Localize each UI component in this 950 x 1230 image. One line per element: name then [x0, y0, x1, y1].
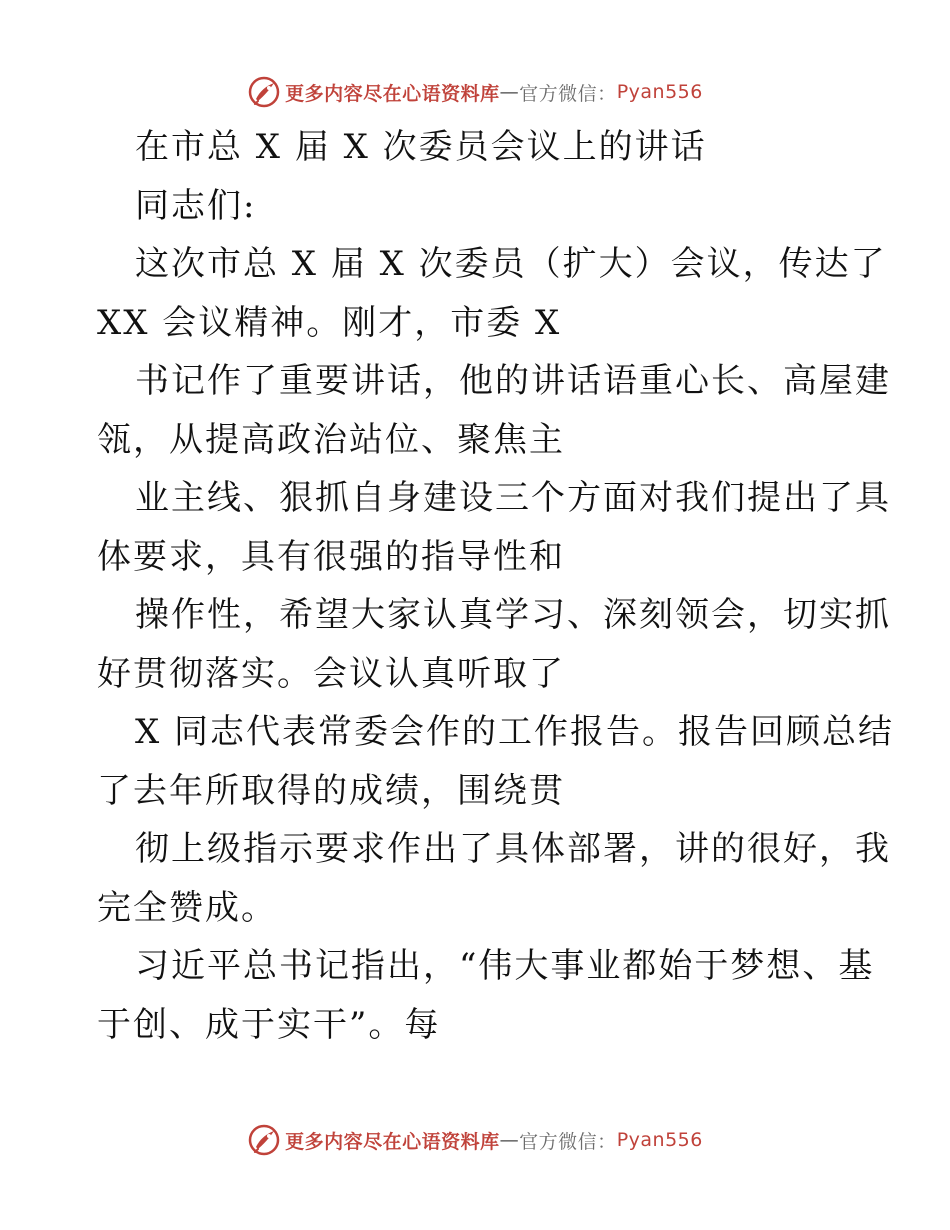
doc-salutation: 同志们: — [135, 185, 257, 226]
doc-line: 书记作了重要讲话，他的讲话语重心长、高屋建 — [135, 361, 891, 401]
header-wechat-id: Pyan556 — [616, 81, 703, 103]
doc-line: 好贯彻落实。会议认真听取了 — [97, 653, 565, 694]
header-separator: — — [499, 81, 520, 103]
quill-logo-icon — [247, 1123, 281, 1157]
doc-line: 瓴，从提高政治站位、聚焦主 — [97, 419, 565, 460]
doc-line: 这次市总 X 届 X 次委员（扩大）会议，传达了 — [135, 244, 887, 284]
doc-line: 于创、成于实干”。每 — [97, 1004, 441, 1045]
doc-line: 彻上级指示要求作出了具体部署，讲的很好，我 — [135, 829, 891, 869]
footer-banner — [0, 1118, 950, 1162]
doc-line: XX 会议精神。刚才，市委 X — [97, 302, 562, 343]
document-body — [97, 118, 895, 1054]
header-wechat-label: 官方微信： — [519, 82, 617, 105]
footer-wechat-label: 官方微信： — [519, 1130, 617, 1153]
doc-line: 完全赞成。 — [97, 887, 277, 928]
header-main-text: 更多内容尽在心语资料库 — [285, 82, 500, 105]
footer-separator: — — [499, 1129, 520, 1151]
quill-logo-icon — [247, 75, 281, 109]
doc-line: X 同志代表常委会作的工作报告。报告回顾总结 — [135, 712, 895, 752]
doc-line: 体要求，具有很强的指导性和 — [97, 536, 565, 577]
header-banner — [0, 70, 950, 114]
doc-title: 在市总 X 届 X 次委员会议上的讲话 — [135, 127, 707, 167]
footer-wechat-id: Pyan556 — [616, 1129, 703, 1151]
doc-line: 习近平总书记指出，“伟大事业都始于梦想、基 — [135, 946, 875, 986]
footer-main-text: 更多内容尽在心语资料库 — [285, 1130, 500, 1153]
doc-line: 业主线、狠抓自身建设三个方面对我们提出了具 — [135, 478, 891, 518]
doc-line: 了去年所取得的成绩，围绕贯 — [97, 770, 565, 811]
doc-line: 操作性，希望大家认真学习、深刻领会，切实抓 — [135, 595, 891, 635]
